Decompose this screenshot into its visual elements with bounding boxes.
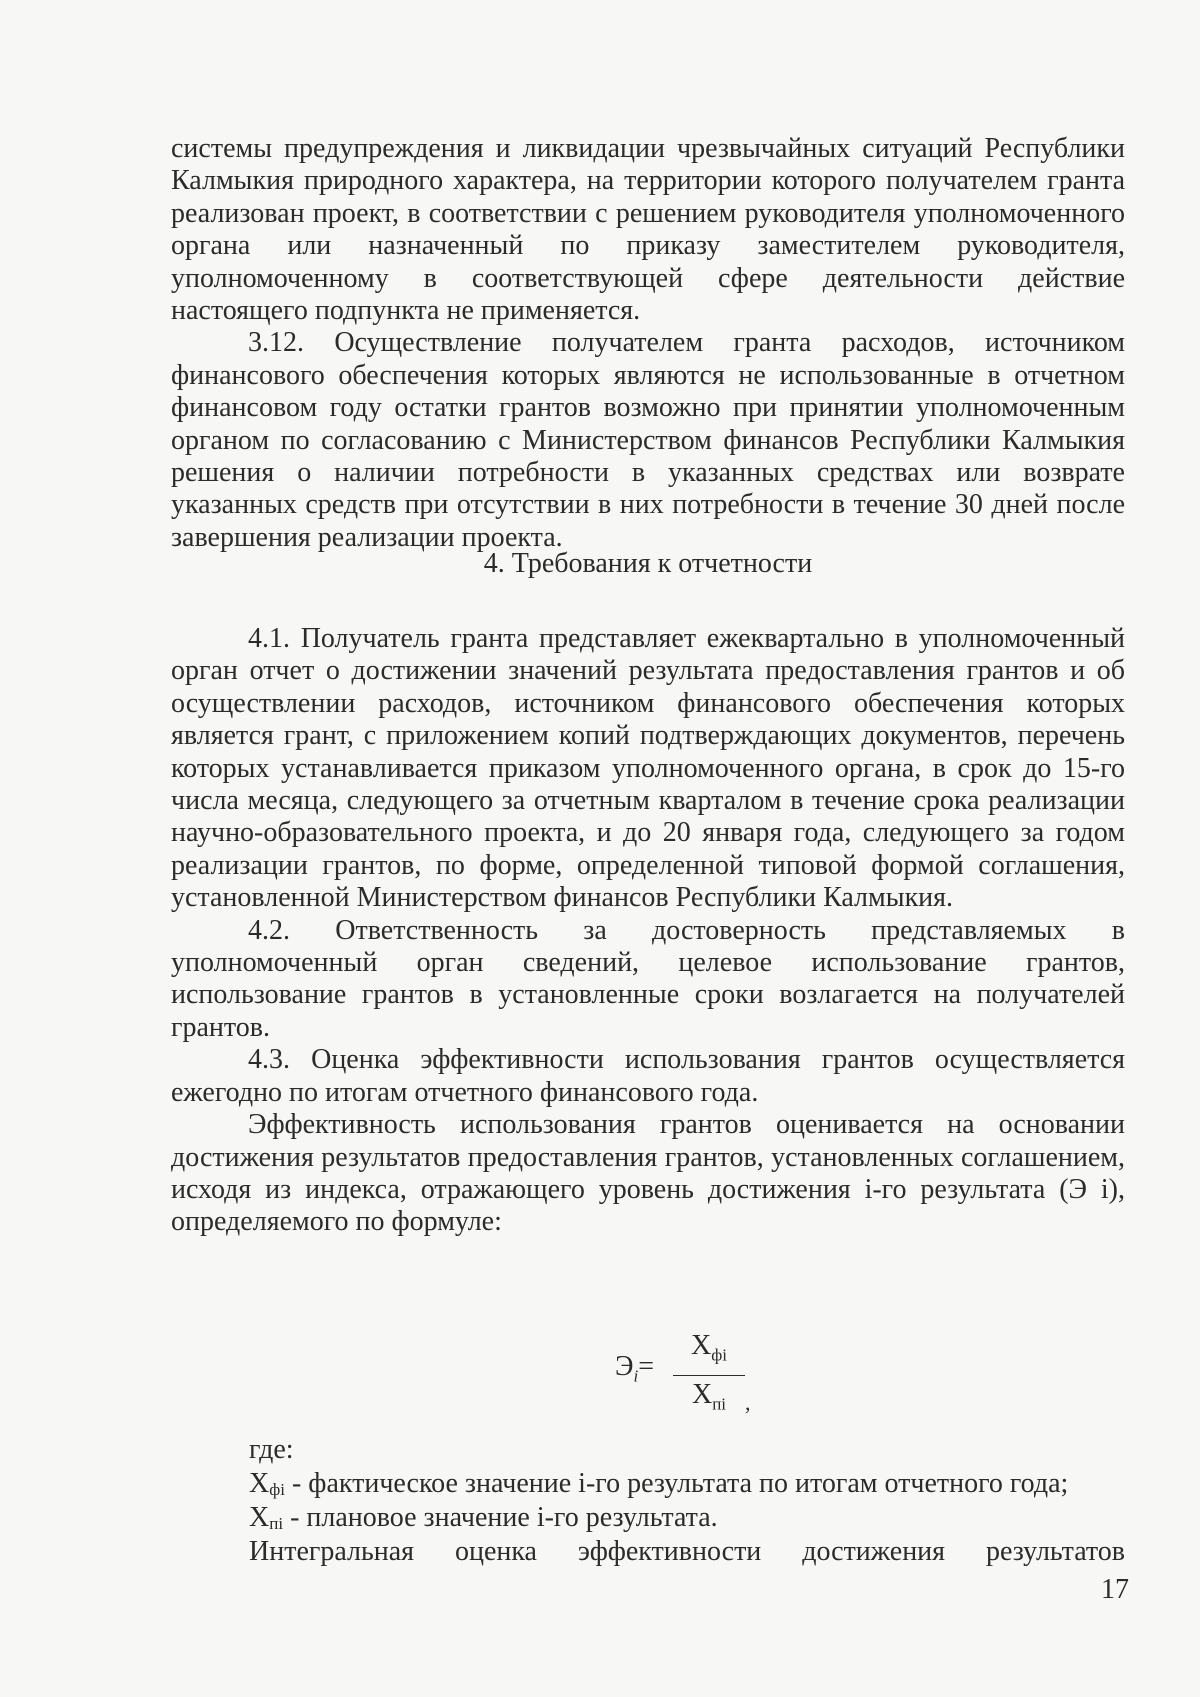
formula-fraction	[673, 1329, 745, 1422]
paragraph-3-12: 3.12. Осуществление получателем гранта расходов, источником финансового обеспечения которых являются не использованные в отчетном финансовом году остатки грантов возможно при принятии уполномоченным органом по согласованию с Министерством финансов Республики Калмыкия решения о наличии потребности в указанных средствах или возврате указанных средств при отсутствии в них потребности в течение 30 дней после завершения реализации проекта.	[171, 327, 1125, 553]
where-label: где:	[249, 1434, 294, 1465]
efficiency-formula	[615, 1329, 775, 1415]
formula-numerator: $Х_{фi}$	[691, 1330, 727, 1365]
paragraph-efficiency: Эффективность использования грантов оценивается на основании достижения результатов предоставления грантов, установленных соглашением, исходя из индекса, отражающего уровень достижения i-го результата (Э i), определяемого по формуле:	[171, 1109, 1125, 1238]
section-heading: 4. Требования к отчетности	[483, 548, 813, 579]
formula-denominator: $Х_{пi}$	[691, 1379, 727, 1414]
page-number: 17	[1101, 1574, 1129, 1605]
fraction-bar	[673, 1375, 745, 1377]
paragraph-4-1: 4.1. Получатель гранта представляет ежеквартально в уполномоченный орган отчет о достижении значений результата предоставления грантов и об осуществлении расходов, источником финансового обеспечения которых является грант, с приложением копий подтверждающих документов, перечень которых устанавливается приказом уполномоченного органа, в срок до 15-го числа месяца, следующего за отчетным кварталом в течение срока реализации научно-образовательного проекта, и до 20 января года, следующего за годом реализации грантов, по форме, определенной типовой формой соглашения, установленной Министерством финансов Республики Калмыкия.	[171, 623, 1125, 914]
text-block-section	[171, 623, 1125, 1239]
paragraph-continuation: системы предупреждения и ликвидации чрезвычайных ситуаций Республики Калмыкия природного характера, на территории которого получателем гранта реализован проект, в соответствии с решением руководителя уполномоченного органа или назначенный по приказу заместителем руководителя, уполномоченному в соответствующей сфере деятельности действие настоящего подпункта не применяется.	[171, 133, 1125, 327]
integral-assessment-line: Интегральная оценка эффективности достижения результатов	[249, 1536, 1125, 1567]
definition-planned: $Х_{пi}$ - плановое значение i-го результата.	[249, 1502, 718, 1533]
definition-actual: $Х_{фi}$ - фактическое значение i-го результата по итогам отчетного года;	[249, 1468, 1069, 1499]
paragraph-4-3: 4.3. Оценка эффективности использования грантов осуществляется ежегодно по итогам отчетного финансового года.	[171, 1044, 1125, 1108]
formula-comma: ,	[745, 1390, 751, 1415]
formula-lhs: $Э_i=$	[615, 1351, 655, 1386]
text-block-top	[171, 133, 1125, 554]
paragraph-4-2: 4.2. Ответственность за достоверность представляемых в уполномоченный орган сведений, целевое использование грантов, использование грантов в установленные сроки возлагается на получателей грантов.	[171, 914, 1125, 1043]
